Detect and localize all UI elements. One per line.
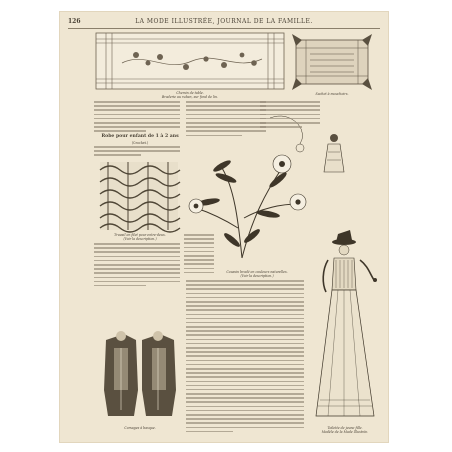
table-runner-caption: Chemin de table. (176, 91, 204, 95)
bodices-caption: Corsages à basque. (124, 426, 156, 430)
text-column-narrow (184, 234, 214, 276)
text-column-top-left (94, 101, 180, 135)
text-column-middle-left (94, 243, 180, 289)
flowers-caption: Coussin brodé en couleurs naturelles. (226, 270, 288, 274)
journal-title: LA MODE ILLUSTRÉE, JOURNAL DE LA FAMILLE. (135, 18, 313, 25)
cushion-illustration (292, 34, 372, 90)
lace-pattern-detail: (Voir la description.) (123, 237, 157, 241)
journal-page (60, 12, 388, 442)
bodices-illustration (94, 330, 184, 424)
walking-dress-illustration (310, 230, 380, 426)
cushion-caption: Sachet à mouchoirs. (315, 92, 349, 96)
text-column-lower-middle (186, 280, 304, 435)
lace-pattern-illustration (100, 162, 178, 230)
table-runner-illustration (96, 33, 284, 89)
table-runner-detail: Broderie au ruban, sur fond de lin. (161, 95, 219, 99)
walking-dress-detail: Modèle de la Mode Illustrée. (321, 430, 369, 434)
article-intro-text (94, 146, 180, 159)
walking-dress-caption: Toilette de jeune fille. (327, 426, 363, 430)
article-subheading: (Crochet.) (131, 141, 149, 145)
lace-pattern-caption: Travail en filet pour entre-deux. (114, 233, 166, 237)
doll-illustration (322, 132, 346, 176)
article-heading: Robe pour enfant de 1 à 2 ans (101, 134, 179, 139)
page-header (68, 16, 380, 29)
flowers-detail: (Voir la description.) (240, 274, 274, 278)
page-number: 126 (68, 18, 81, 25)
text-column-right-top (260, 101, 320, 130)
